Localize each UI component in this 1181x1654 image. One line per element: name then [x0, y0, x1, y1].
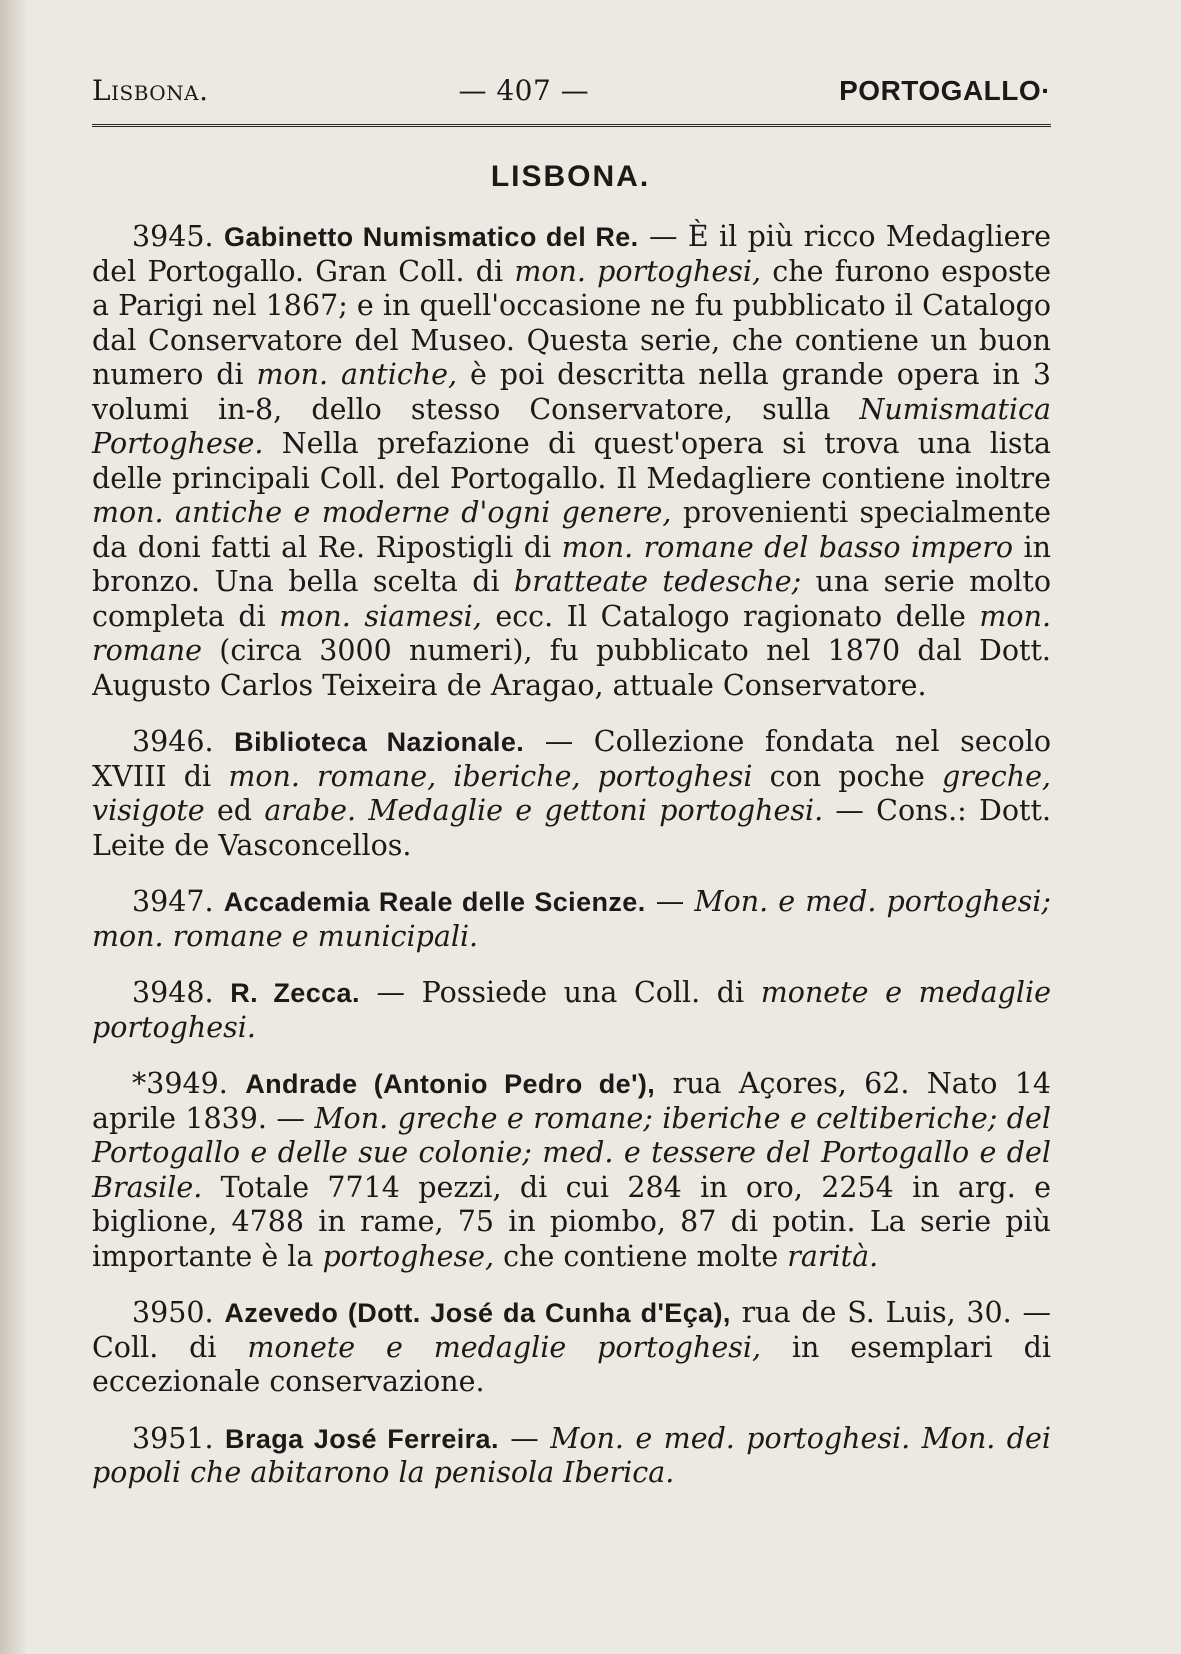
entry-3947: [92, 885, 1051, 954]
entry-name: Accademia Reale delle Scienze.: [223, 887, 646, 917]
entry-italic: mon. romane del basso impero: [561, 530, 1014, 564]
entry-italic: rarità.: [787, 1239, 879, 1273]
entry-3945: [92, 220, 1051, 703]
entry-italic: Mon. greche e romane; iberiche e celtiberiche; del Portogallo e delle sue colonie; med. e tessere del Portogallo e del Brasile.: [92, 1101, 1051, 1204]
running-header: [92, 74, 1051, 118]
entry-text: in esemplari di eccezionale conservazione.: [92, 1330, 1052, 1398]
entry-text: (circa 3000 numeri), fu pubblicato nel 1870 dal Dott. Augusto Carlos Teixeira de Aragao, attuale Conservatore.: [92, 634, 1051, 702]
section-title: LISBONA.: [490, 160, 651, 193]
entry-name: Andrade (Antonio Pedro de'),: [245, 1069, 656, 1099]
entry-text: Totale 7714 pezzi, di cui 284 in oro, 2254 in arg. e biglione, 4788 in rame, 75 in piombo, 87 di potin. La serie più importante è la: [92, 1170, 1051, 1273]
entry-text: ed: [204, 794, 265, 827]
entry-italic: Mon. e med. portoghesi; mon. romane e municipali.: [92, 885, 1051, 953]
entry-italic: Mon. e med. portoghesi. Mon. dei popoli che abitarono la penisola Iberica.: [92, 1421, 1052, 1489]
entry-italic: mon. romane: [92, 599, 1052, 667]
page-body: [92, 220, 1051, 1513]
header-left: Lisbona.: [92, 74, 209, 107]
entry-text: — È il più ricco Medagliere del Portogallo. Gran Coll. di: [92, 220, 1051, 288]
entry-text: rua Açores, 62. Nato 14 aprile 1839. —: [92, 1067, 1051, 1135]
header-right: PORTOGALLO·: [839, 75, 1051, 106]
entry-text: in bronzo. Una bella scelta di: [92, 530, 1052, 598]
entry-italic: mon. portoghesi,: [514, 254, 762, 288]
entry-text: — Cons.: Dott. Leite de Vasconcellos.: [92, 794, 1051, 862]
entry-name: Braga José Ferreira.: [225, 1423, 499, 1454]
page-number: — 407 —: [458, 74, 590, 107]
entry-number: 3947.: [132, 885, 214, 918]
entry-number: *3949.: [132, 1067, 228, 1100]
entry-italic: mon. antiche,: [256, 358, 458, 391]
entry-text: — Collezione fondata nel secolo XVIII di: [92, 725, 1052, 793]
header-rule: [92, 124, 1051, 127]
entry-text: provenienti specialmente da doni fatti al Re. Ripostigli di: [92, 496, 1051, 564]
entry-name: Azevedo (Dott. José da Cunha d'Eça),: [224, 1298, 731, 1328]
entry-number: 3950.: [132, 1296, 214, 1329]
entry-number: 3946.: [132, 725, 214, 758]
entry-text: che furono esposte a Parigi nel 1867; e in quell'occasione ne fu pubblicato il Catalogo dal Conservatore del Museo. Questa serie, che contiene un buon numero di: [92, 254, 1051, 391]
entry-italic: bratteate tedesche;: [514, 565, 802, 598]
entry-text: — Possiede una Coll. di: [359, 976, 761, 1009]
entry-italic: portoghese,: [322, 1239, 495, 1273]
entry-name: Gabinetto Numismatico del Re.: [223, 222, 639, 252]
entry-italic: mon. antiche e moderne d'ogni genere,: [92, 496, 672, 529]
entry-italic: greche, visigote: [92, 759, 1051, 827]
entry-text: che contiene molte: [494, 1239, 788, 1273]
entry-text: è poi descritta nella grande opera in 3 volumi in-8, dello stesso Conservatore, sulla: [92, 358, 1051, 426]
entry-3946: [92, 725, 1051, 863]
entry-number: 3945.: [132, 220, 214, 253]
entry-text: con poche: [752, 759, 943, 793]
entry-italic: mon. romane, iberiche, portoghesi: [228, 759, 753, 793]
entry-italic: monete e medaglie portoghesi.: [92, 976, 1051, 1044]
entry-italic: monete e medaglie portoghesi,: [247, 1330, 762, 1364]
entry-text: rua de S. Luis, 30. — Coll. di: [92, 1296, 1051, 1364]
entry-name: R. Zecca.: [230, 978, 360, 1008]
entry-number: 3951.: [132, 1421, 214, 1455]
entry-3950: [92, 1296, 1051, 1400]
entry-italic: mon. siamesi,: [279, 599, 482, 633]
entry-italic: arabe. Medaglie e gettoni portoghesi.: [264, 794, 824, 827]
entry-3951: [92, 1422, 1051, 1491]
entry-3948: [92, 976, 1051, 1045]
entry-3949: [92, 1067, 1051, 1274]
entry-text: —: [498, 1421, 551, 1455]
entry-text: Nella prefazione di quest'opera si trova una lista delle principali Coll. del Portogallo. Il Medagliere contiene inoltre: [92, 427, 1051, 495]
entry-number: 3948.: [132, 976, 214, 1009]
entry-name: Biblioteca Nazionale.: [234, 727, 525, 757]
entry-italic: Numismatica Portoghese.: [92, 392, 1051, 460]
entry-text: una serie molto completa di: [92, 565, 1052, 633]
entry-text: —: [645, 885, 695, 918]
entry-text: ecc. Il Catalogo ragionato delle: [481, 599, 980, 633]
